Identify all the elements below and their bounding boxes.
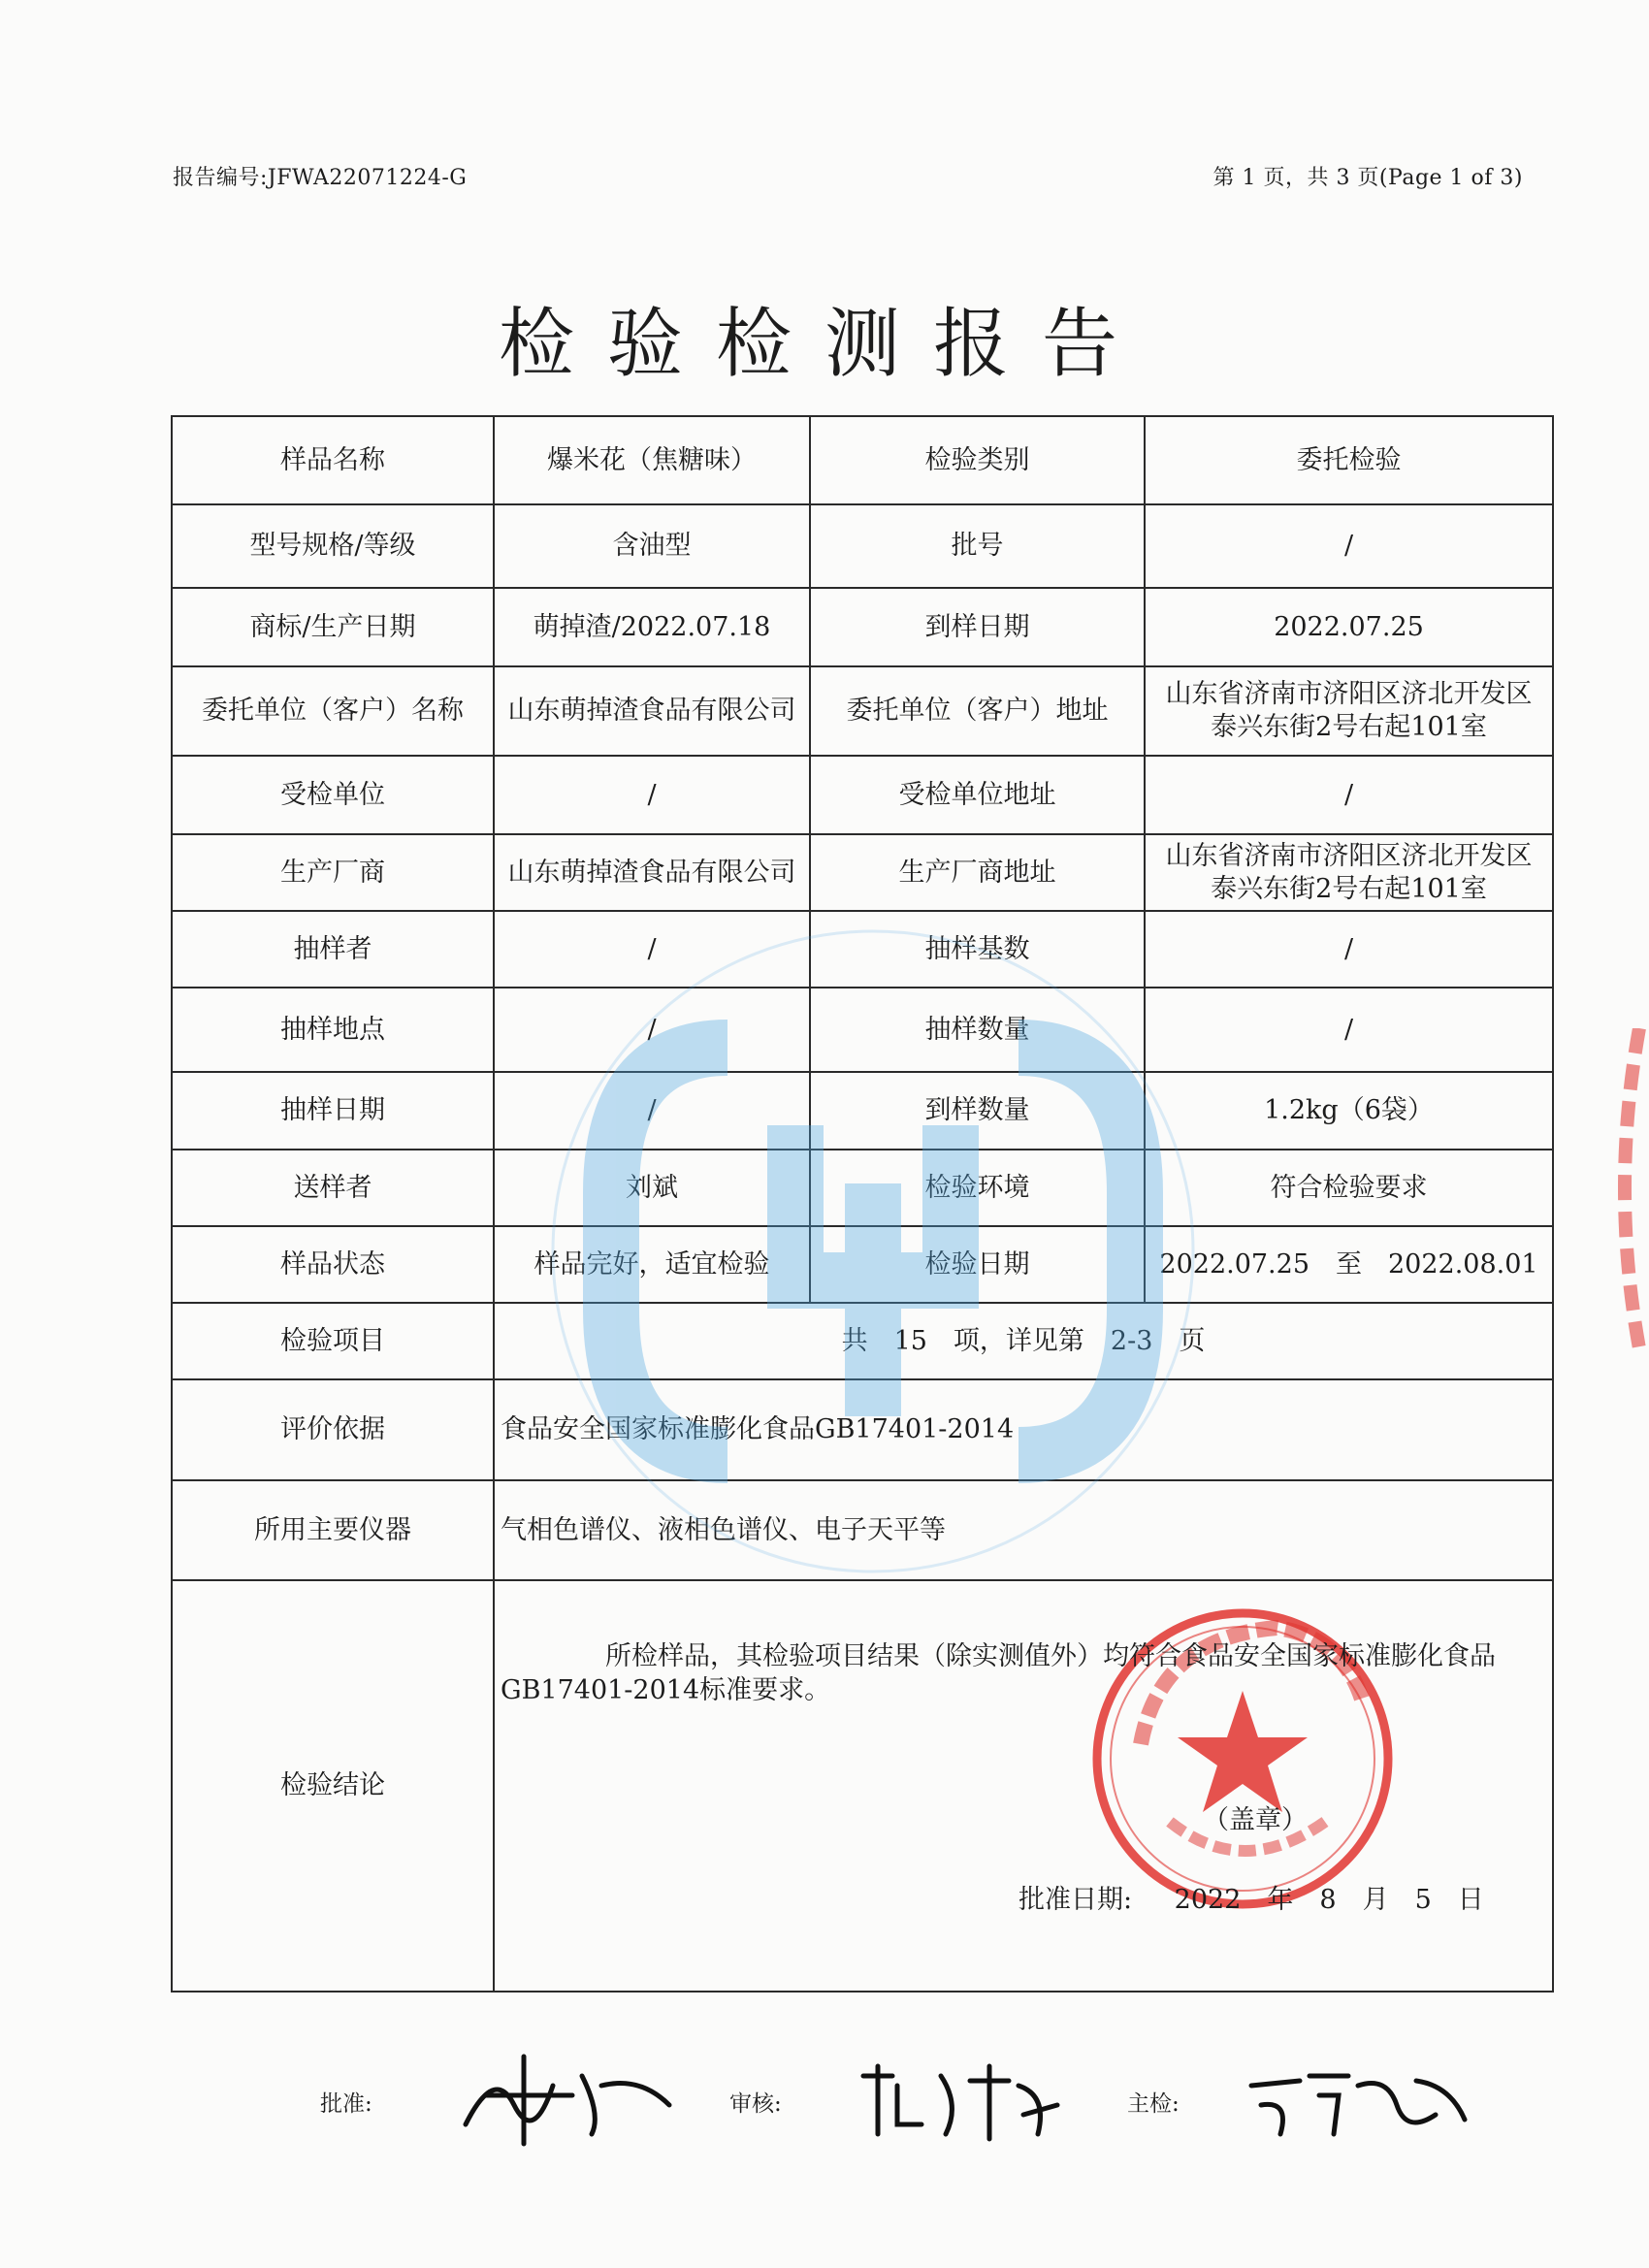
inspection-items-value: 共 15 项，详见第 2-3 页 (494, 1303, 1553, 1379)
field-value: 山东萌掉渣食品有限公司 (494, 666, 810, 756)
report-title: 检验检测报告 (498, 301, 1150, 388)
field-label: 抽样者 (172, 911, 494, 988)
field-label: 检验日期 (810, 1226, 1145, 1303)
reviewer-signature-icon (854, 2047, 1067, 2154)
field-value: / (1145, 988, 1553, 1072)
field-value: / (1145, 504, 1553, 588)
field-value: 2022.07.25 至 2022.08.01 (1145, 1226, 1553, 1303)
field-label: 生产厂商 (172, 834, 494, 911)
field-label: 到样日期 (810, 588, 1145, 666)
approve-label: 批准: (320, 2091, 372, 2117)
field-value: / (494, 988, 810, 1072)
field-label: 检验类别 (810, 416, 1145, 504)
field-label: 评价依据 (172, 1379, 494, 1480)
report-number: 报告编号:JFWA22071224-G (173, 166, 468, 190)
field-value: 爆米花（焦糖味） (494, 416, 810, 504)
field-label: 委托单位（客户）地址 (810, 666, 1145, 756)
field-value: 符合检验要求 (1145, 1150, 1553, 1226)
field-value: 萌掉渣/2022.07.18 (494, 588, 810, 666)
field-label: 所用主要仪器 (172, 1480, 494, 1580)
field-value: 刘斌 (494, 1150, 810, 1226)
field-value: / (494, 756, 810, 834)
field-value: 样品完好，适宜检验 (494, 1226, 810, 1303)
page-info: 第 1 页，共 3 页(Page 1 of 3) (1212, 166, 1523, 190)
field-label: 检验结论 (172, 1580, 494, 1992)
table-row (172, 1580, 1553, 1992)
field-value: 含油型 (494, 504, 810, 588)
table-row (172, 416, 1553, 504)
table-row (172, 1480, 1553, 1580)
field-label: 送样者 (172, 1150, 494, 1226)
address-line: 山东省济南市济阳区济北开发区 (1165, 840, 1533, 871)
field-value: / (1145, 756, 1553, 834)
approver-signature-icon (456, 2047, 679, 2154)
field-label: 生产厂商地址 (810, 834, 1145, 911)
field-label: 抽样数量 (810, 988, 1145, 1072)
table-row (172, 1150, 1553, 1226)
field-label: 检验环境 (810, 1150, 1145, 1226)
table-row (172, 666, 1553, 756)
field-label: 检验项目 (172, 1303, 494, 1379)
field-label: 受检单位地址 (810, 756, 1145, 834)
field-label: 受检单位 (172, 756, 494, 834)
field-value: / (1145, 911, 1553, 988)
field-label: 抽样日期 (172, 1072, 494, 1150)
table-row (172, 1072, 1553, 1150)
field-value: 委托检验 (1145, 416, 1553, 504)
field-value: / (494, 1072, 810, 1150)
review-label: 审核: (729, 2091, 782, 2117)
edge-seal-icon (1600, 1028, 1649, 1348)
inspector-label: 主检: (1127, 2091, 1180, 2117)
field-label: 批号 (810, 504, 1145, 588)
inspector-signature-icon (1242, 2047, 1474, 2154)
field-label: 样品名称 (172, 416, 494, 504)
field-value: / (494, 911, 810, 988)
address-line: 泰兴东街2号右起101室 (1211, 712, 1487, 742)
field-label: 委托单位（客户）名称 (172, 666, 494, 756)
table-row (172, 834, 1553, 911)
field-label: 抽样地点 (172, 988, 494, 1072)
field-value (1145, 666, 1553, 756)
instruments-value: 气相色谱仪、液相色谱仪、电子天平等 (494, 1480, 1553, 1580)
address-line: 泰兴东街2号右起101室 (1211, 873, 1487, 904)
table-row (172, 1303, 1553, 1379)
field-label: 样品状态 (172, 1226, 494, 1303)
table-row (172, 911, 1553, 988)
field-label: 型号规格/等级 (172, 504, 494, 588)
conclusion-text: 所检样品，其检验项目结果（除实测值外）均符合食品安全国家标准膨化食品GB17401-2014标准要求。 (501, 1641, 1496, 1706)
field-value: 2022.07.25 (1145, 588, 1553, 666)
seal-note: （盖章） (1203, 1805, 1308, 1835)
table-row (172, 504, 1553, 588)
table-row (172, 988, 1553, 1072)
field-value (1145, 834, 1553, 911)
field-label: 商标/生产日期 (172, 588, 494, 666)
field-label: 到样数量 (810, 1072, 1145, 1150)
approval-date: 批准日期: 2022 年 8 月 5 日 (1018, 1885, 1484, 1915)
field-value: 1.2kg（6袋） (1145, 1072, 1553, 1150)
address-line: 山东省济南市济阳区济北开发区 (1165, 679, 1533, 710)
field-label: 抽样基数 (810, 911, 1145, 988)
report-table (171, 415, 1554, 1993)
field-value: 山东萌掉渣食品有限公司 (494, 834, 810, 911)
evaluation-basis-value: 食品安全国家标准膨化食品GB17401-2014 (494, 1379, 1553, 1480)
table-row (172, 588, 1553, 666)
table-row (172, 1226, 1553, 1303)
table-row (172, 1379, 1553, 1480)
conclusion-cell (494, 1580, 1553, 1992)
table-row (172, 756, 1553, 834)
